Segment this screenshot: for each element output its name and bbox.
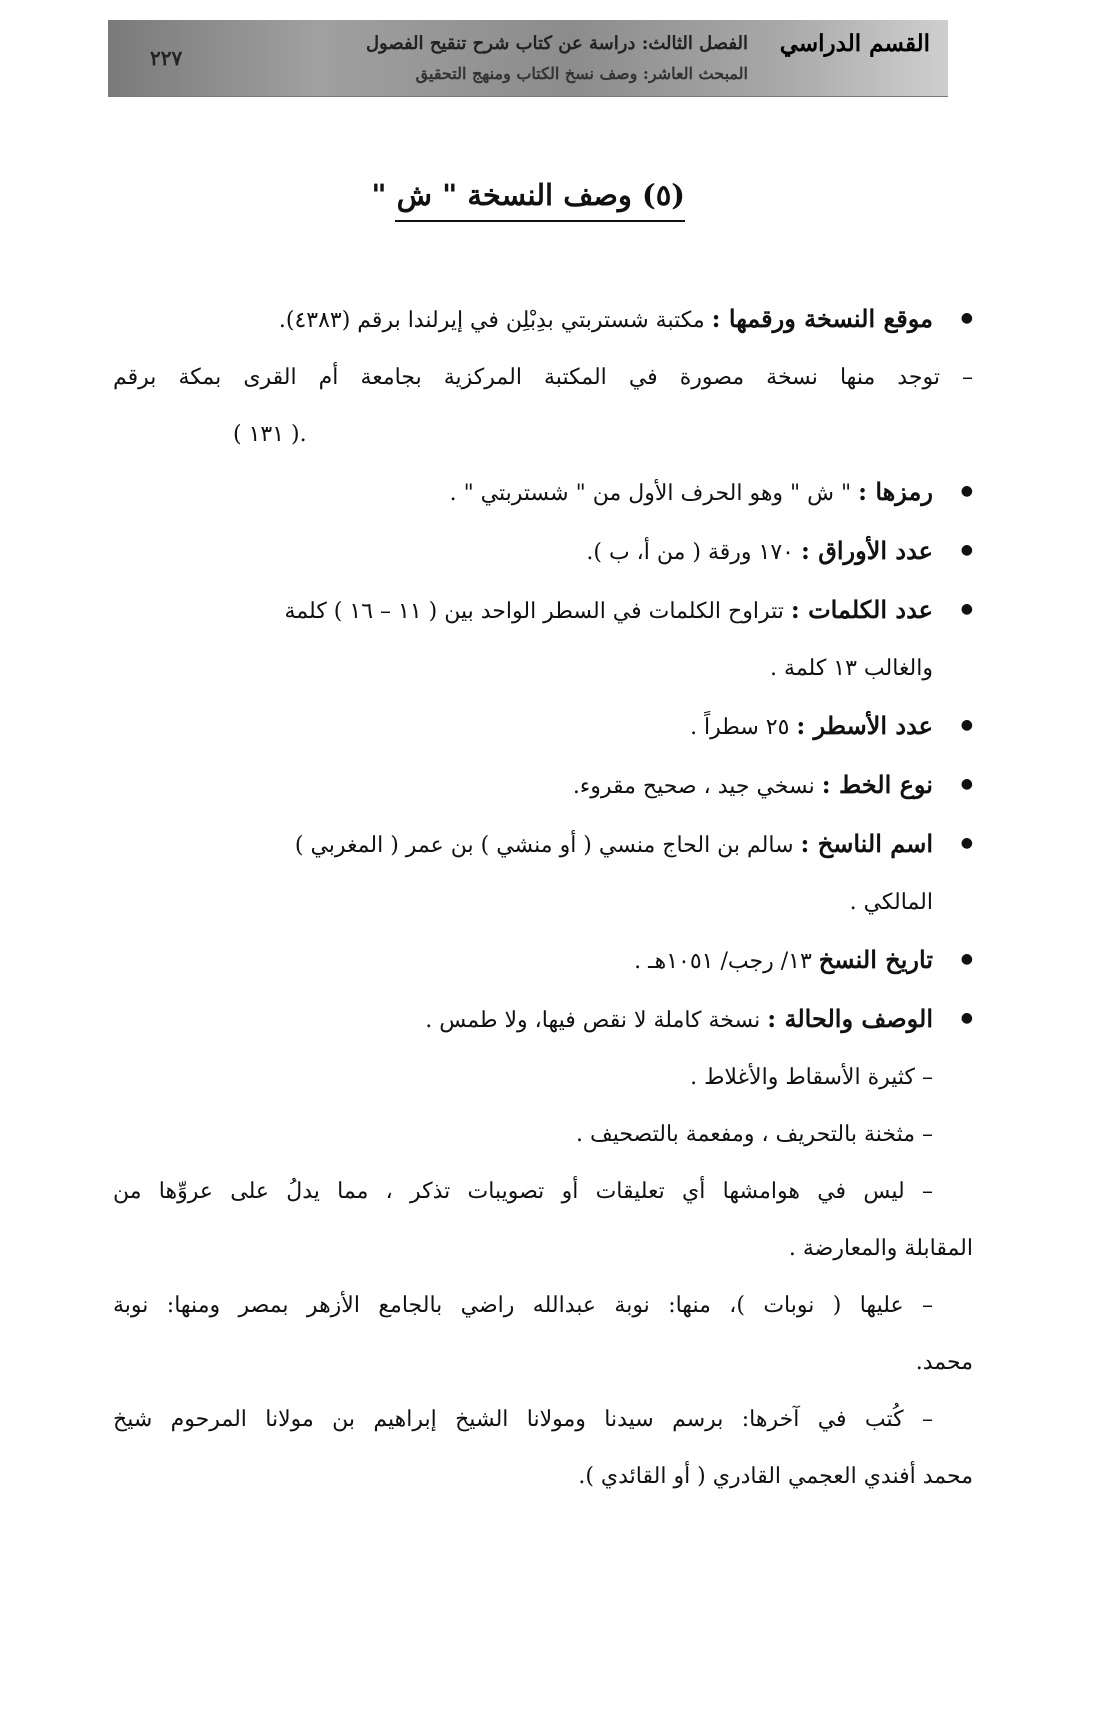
- location-label: موقع النسخة ورقمها :: [711, 304, 933, 333]
- script-item: [113, 756, 973, 815]
- header-section-title: القسم الدراسي: [779, 30, 930, 57]
- symbol-text: " ش " وهو الحرف الأول من " شستربتي " .: [449, 481, 852, 506]
- date-item: [113, 931, 973, 990]
- leaves-item: [113, 522, 973, 581]
- page-number: ٢٢٧: [150, 46, 183, 70]
- words-item: [113, 581, 973, 640]
- date-label: تاريخ النسخ: [818, 945, 933, 974]
- condition-label: الوصف والحالة :: [767, 1004, 933, 1033]
- copyist-item: [113, 815, 973, 874]
- copyist-label: اسم الناسخ :: [800, 829, 933, 858]
- script-text: نسخي جيد ، صحيح مقروء.: [572, 774, 815, 799]
- lines-text: ٢٥ سطراً .: [690, 715, 790, 740]
- lines-item: [113, 697, 973, 756]
- condition-note-3-line-1: – ليس في هوامشها أي تعليقات أو تصويبات تذكر ، مما يدلُ على عروِّها من: [113, 1179, 933, 1204]
- condition-note-5-line-1: – كُتب في آخرها: برسم سيدنا ومولانا الشيخ إبراهيم بن مولانا المرحوم شيخ: [113, 1407, 933, 1432]
- condition-note-5-line-2: محمد أفندي العجمي القادري ( أو القائدي ).: [578, 1464, 973, 1489]
- script-label: نوع الخط :: [821, 770, 933, 799]
- condition-item: [113, 990, 973, 1049]
- symbol-item: [113, 463, 973, 522]
- words-text-line-1: تتراوح الكلمات في السطر الواحد بين ( ١١ – ١٦ ) كلمة: [284, 599, 784, 624]
- leaves-text: ١٧٠ ورقة ( من أ، ب ).: [586, 540, 794, 565]
- header-chapter-title: الفصل الثالث: دراسة عن كتاب شرح تنقيح الفصول: [365, 33, 748, 54]
- location-item: [113, 290, 973, 349]
- page-title: (٥) وصف النسخة " ش ": [395, 178, 685, 222]
- symbol-label: رمزها :: [858, 477, 933, 506]
- condition-note-3-line-2: المقابلة والمعارضة .: [788, 1236, 973, 1261]
- location-note-line-2: .( ١٣١ ): [233, 422, 307, 447]
- running-header: [108, 20, 948, 97]
- words-label: عدد الكلمات :: [790, 595, 933, 624]
- copyist-text-line-2: المالكي .: [849, 890, 933, 915]
- location-note-line-1: – توجد منها نسخة مصورة في المكتبة المركزية بجامعة أم القرى بمكة برقم: [113, 365, 973, 390]
- lines-label: عدد الأسطر :: [796, 711, 933, 740]
- leaves-label: عدد الأوراق :: [801, 536, 933, 565]
- condition-note-2: – مثخنة بالتحريف ، ومفعمة بالتصحيف .: [575, 1122, 933, 1147]
- condition-note-4-line-1: – عليها ( نوبات )، منها: نوبة عبدالله راضي بالجامع الأزهر بمصر ومنها: نوبة: [113, 1293, 934, 1318]
- condition-note-1: – كثيرة الأسقاط والأغلاط .: [690, 1065, 933, 1090]
- words-text-line-2: والغالب ١٣ كلمة .: [770, 656, 933, 681]
- manuscript-description: [113, 290, 973, 1505]
- location-text: مكتبة شستربتي بدِبْلِن في إيرلندا برقم (٤٣٨٣).: [278, 308, 705, 333]
- header-topic-title: المبحث العاشر: وصف نسخ الكتاب ومنهج التحقيق: [415, 64, 748, 83]
- condition-text: نسخة كاملة لا نقص فيها، ولا طمس .: [425, 1008, 761, 1033]
- condition-note-4-line-2: محمد.: [915, 1350, 973, 1375]
- copyist-text-line-1: سالم بن الحاج منسي ( أو منشي ) بن عمر ( المغربي ): [294, 833, 794, 858]
- date-text: ١٣/ رجب/ ١٠٥١هـ .: [634, 949, 812, 974]
